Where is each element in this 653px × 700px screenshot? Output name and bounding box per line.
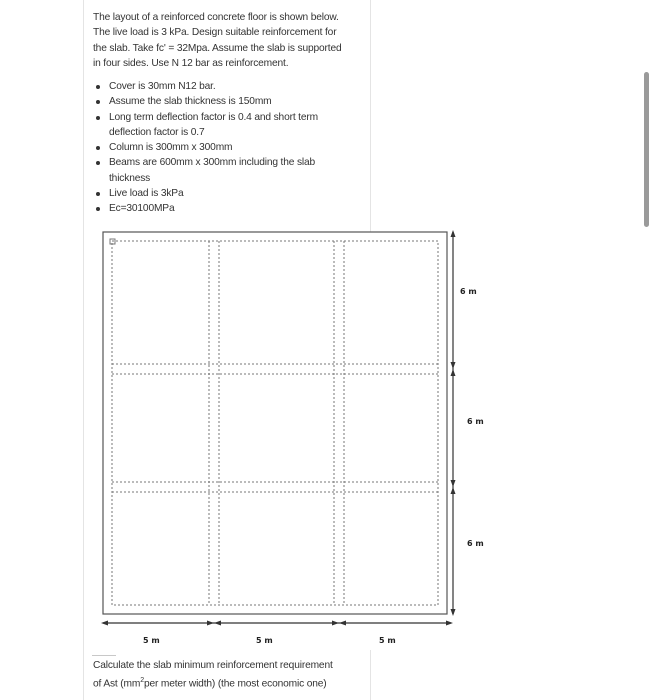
dimension-arrowhead	[451, 480, 456, 487]
dimension-arrowhead	[451, 230, 456, 237]
intro-line: The layout of a reinforced concrete floor is shown below.	[93, 12, 339, 23]
assumption-continuation: thickness	[109, 172, 151, 184]
question-text-part: of Ast (mm	[93, 678, 141, 690]
slab-outline	[103, 232, 447, 614]
assumption-text: Cover is 30mm N12 bar.	[109, 81, 216, 92]
assumption-text: Assume the slab thickness is 150mm	[109, 96, 272, 108]
dimension-arrowhead	[451, 362, 456, 369]
dimension-arrowhead	[332, 621, 339, 626]
width-label: 5 m	[143, 636, 160, 645]
intro-line: in four sides. Use N 12 bar as reinforcement.	[93, 57, 289, 69]
assumption-text: Long term deflection factor is 0.4 and short term	[109, 111, 318, 123]
width-label: 5 m	[379, 636, 396, 645]
assumption-text: Live load is 3kPa	[109, 188, 184, 200]
question-line: Calculate the slab minimum reinforcement requirement	[93, 660, 333, 671]
width-label: 5 m	[256, 636, 273, 645]
assumption-continuation: deflection factor is 0.7	[109, 126, 205, 138]
dimension-arrowhead	[446, 621, 453, 626]
question-text-part: per meter width) (the most economic one)	[143, 678, 327, 690]
height-label: 6 m	[467, 539, 484, 548]
edge-beam-outline	[112, 241, 438, 605]
question-divider	[92, 655, 116, 656]
dimension-arrowhead	[101, 621, 108, 626]
superscript: 2	[140, 677, 144, 685]
height-label: 6 m	[467, 417, 484, 426]
question-line	[93, 673, 363, 692]
assumption-text: Ec=30100MPa	[109, 203, 175, 215]
assumption-text: Beams are 600mm x 300mm including the slab	[109, 157, 316, 169]
question-text	[93, 658, 363, 692]
intro-line: the slab. Take fc' = 32Mpa. Assume the slab is supported	[93, 42, 342, 54]
dimension-arrowhead	[451, 487, 456, 494]
dimension-arrowhead	[214, 621, 221, 626]
intro-line: The live load is 3 kPa. Design suitable reinforcement for	[93, 27, 337, 39]
assumption-text: Column is 300mm x 300mm	[109, 142, 233, 154]
dimension-arrowhead	[451, 369, 456, 376]
dimension-arrowhead	[207, 621, 214, 626]
height-label: 6 m	[460, 287, 477, 296]
dimension-arrowhead	[339, 621, 346, 626]
dimension-arrowhead	[451, 609, 456, 616]
